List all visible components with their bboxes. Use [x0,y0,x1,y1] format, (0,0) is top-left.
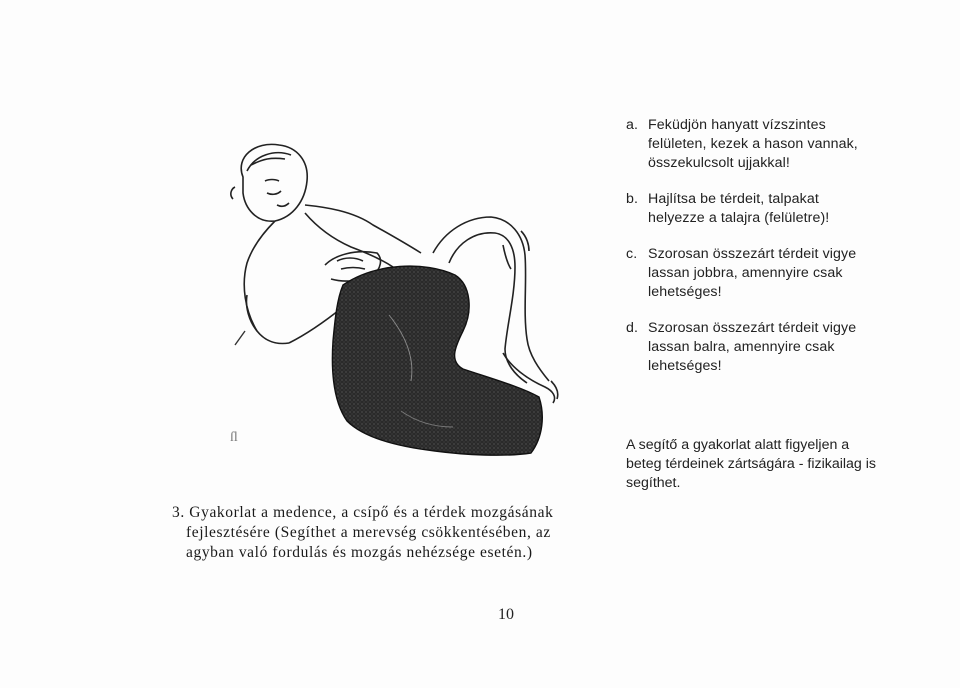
caption-line-2: fejlesztésére (Segíthet a merevség csökkentésében, az [186,524,551,541]
step-text: Hajlítsa be térdeit, talpakat helyezze a talajra (felületre)! [648,191,830,226]
figure-legs [332,266,542,455]
instruction-step-b [626,190,876,228]
exercise-illustration [205,135,565,465]
step-text: Feküdjön hanyatt vízszintes felületen, kezek a hason vannak, összekulcsolt ujjakkal! [648,117,858,171]
instruction-list [626,116,876,393]
step-letter: d. [626,320,639,336]
helper-note: A segítő a gyakorlat alatt figyeljen a beteg térdeinek zártságára - fizikailag is segíthet. [626,437,876,491]
figure-head [231,144,307,221]
page-number: 10 [498,606,514,623]
caption-line-3: agyban való fordulás és mozgás nehézsége esetén.) [186,544,533,561]
step-text: Szorosan összezárt térdeit vigye lassan jobbra, amennyire csak lehetséges! [648,246,857,300]
step-letter: c. [626,246,638,262]
step-text: Szorosan összezárt térdeit vigye lassan balra, amennyire csak lehetséges! [648,320,857,374]
floor-line [235,331,245,345]
instruction-step-a [626,116,876,173]
instruction-step-c [626,245,876,302]
step-letter: a. [626,117,639,133]
caption-line-1: 3. Gyakorlat a medence, a csípő és a térdek mozgásának [172,504,554,521]
instruction-step-d [626,319,876,376]
exercise-caption [172,503,632,563]
step-letter: b. [626,191,639,207]
stray-mark: ſl [230,430,238,445]
